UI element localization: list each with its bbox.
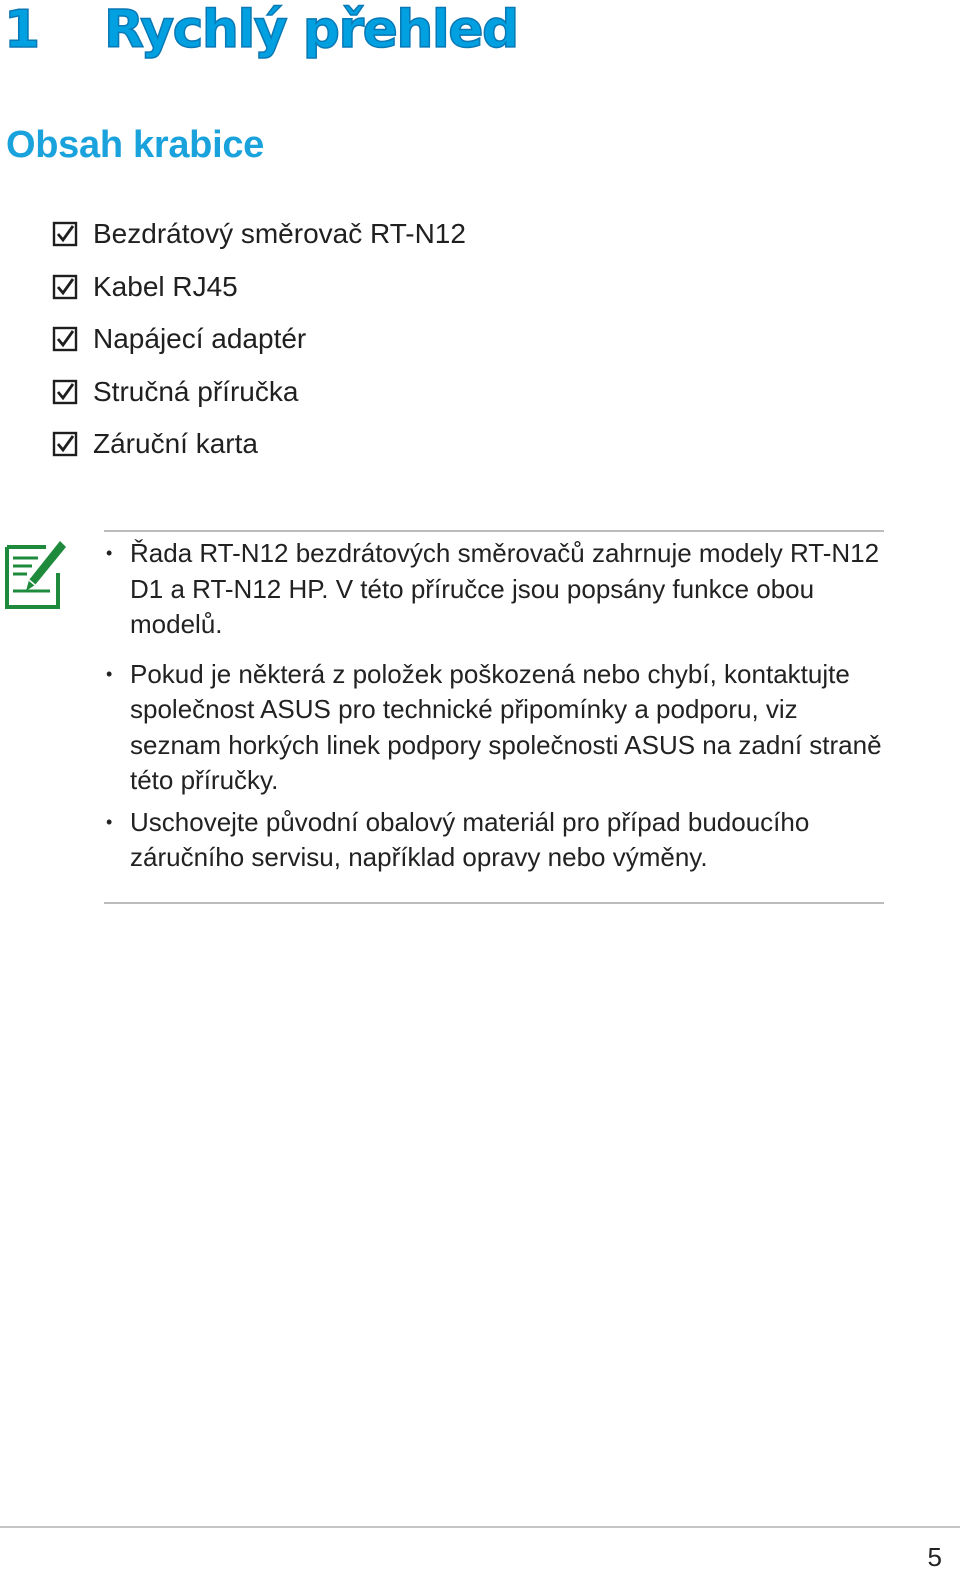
package-item-label: Bezdrátový směrovač RT-N12 (93, 218, 466, 250)
checked-box-icon (52, 326, 78, 352)
footer-divider (0, 1526, 960, 1528)
note-text: Řada RT-N12 bezdrátových směrovačů zahrnuje modely RT-N12 D1 a RT-N12 HP. V této příručce jsou popsány funkce obou modelů. (130, 538, 880, 639)
checked-box-icon (52, 221, 78, 247)
package-item (52, 313, 466, 366)
note-item (104, 657, 894, 799)
note-item (104, 536, 894, 643)
page-number: 5 (927, 1542, 942, 1572)
bullet: • (106, 811, 113, 832)
package-item-label: Kabel RJ45 (93, 270, 238, 302)
checked-box-icon (52, 379, 78, 405)
note-text: Uschovejte původní obalový materiál pro případ budoucího záručního servisu, například opravy nebo výměny. (130, 806, 810, 872)
bullet: • (106, 543, 113, 563)
checked-box-icon (52, 431, 78, 457)
chapter-number: 1 (4, 0, 39, 60)
package-item (52, 208, 466, 261)
package-item-label: Stručná příručka (93, 375, 299, 407)
chapter-heading (4, 0, 518, 60)
package-item-label: Napájecí adaptér (93, 323, 307, 355)
package-item (52, 418, 466, 471)
package-item (52, 366, 466, 419)
checked-box-icon (52, 274, 78, 300)
chapter-title: Rychlý přehled (104, 0, 518, 60)
section-title: Obsah krabice (6, 124, 264, 166)
bullet: • (106, 663, 113, 684)
note-pen-icon (2, 533, 68, 613)
package-contents-list (52, 208, 466, 471)
note-bottom-divider (104, 902, 884, 904)
note-top-divider (104, 530, 884, 532)
note-text: Pokud je některá z položek poškozená nebo chybí, kontaktujte společnost ASUS pro technické připomínky a podporu, viz seznam horkých linek podpory společnosti ASUS na zadní straně této příručky. (130, 658, 882, 795)
note-list (104, 536, 894, 890)
package-item-label: Záruční karta (93, 428, 258, 460)
package-item (52, 261, 466, 314)
note-item (104, 805, 894, 876)
